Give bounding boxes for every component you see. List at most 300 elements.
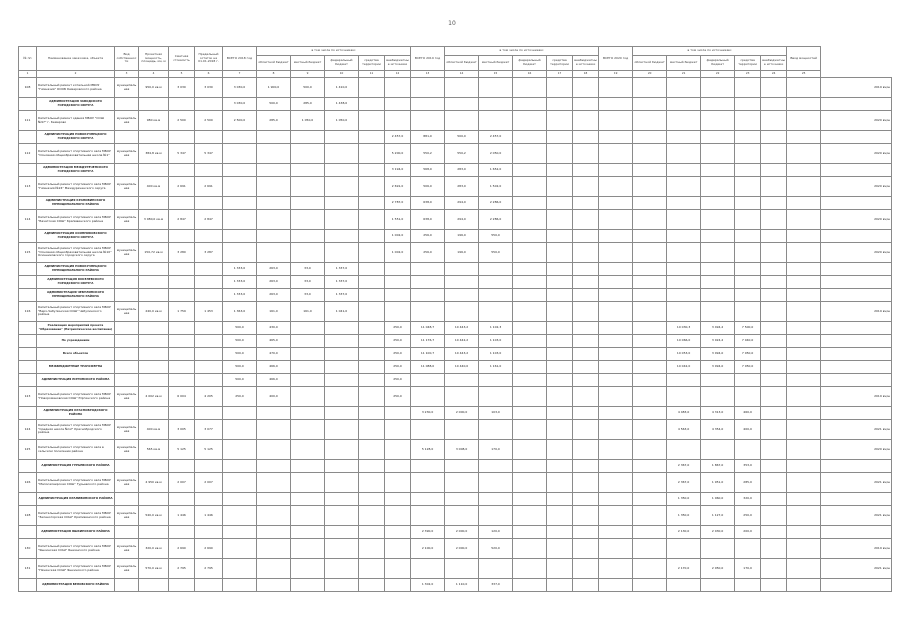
amount-cell [291,335,325,348]
amount-cell [573,387,599,407]
remaining-cell [195,579,223,592]
amount-cell [547,302,573,322]
remaining-cell: 3 077 [195,420,223,440]
amount-cell [445,302,479,322]
amount-cell [599,335,633,348]
group-name: АДМИНИСТРАЦИЯ КРАПИВИНСКОГО МУНИЦИПАЛЬНОГО РАЙОНА [37,197,115,210]
row-number: 125 [19,440,37,460]
amount-cell: 250,0 [385,348,411,361]
amount-cell [257,420,291,440]
column-number: 15 [479,71,513,78]
amount-cell [667,164,701,177]
amount-cell [359,144,385,164]
object-name: Капитальный ремонт спортивного зала МБОУ "Пачинская СОШ" Яшкинского района [37,559,115,579]
amount-cell [513,78,547,98]
object-name: Капитальный ремонт спортивного зала МБОУ "Бачатская СОШ" Крапивинского района [37,210,115,230]
amount-cell [667,289,701,302]
amount-cell [359,131,385,144]
amount-cell [787,374,821,387]
amount-cell [257,473,291,493]
deadline-cell: 2021 вч/ш [821,473,892,493]
column-number: 2 [37,71,115,78]
deadline-cell [821,460,892,473]
estimate-cost-cell [169,407,195,420]
amount-cell [257,526,291,539]
amount-cell [599,164,633,177]
header-src-territory: средства территории [547,56,573,71]
amount-cell: 1 337,0 [325,263,359,276]
amount-cell [667,197,701,210]
amount-cell: 1 333,0 [223,276,257,289]
amount-cell [701,144,735,164]
amount-cell [325,526,359,539]
ownership-cell [115,361,139,374]
amount-cell: 1 363,0 [223,302,257,322]
capacity-cell [139,230,169,243]
amount-cell [291,506,325,526]
row-number [19,289,37,302]
amount-cell [411,289,445,302]
amount-cell: 256,0 [411,230,445,243]
amount-cell [667,539,701,559]
header-total-2018: ВСЕГО 2018 год [223,47,257,71]
header-total-2019: ВСЕГО 2019 год [411,47,445,71]
object-name: Капитальный ремонт спортивного зала МБОУ "Яшкинская СОШ" Яшкинского района [37,539,115,559]
amount-cell [633,348,667,361]
capacity-cell: 565 кв.м [139,440,169,460]
ownership-cell [115,98,139,111]
amount-cell [513,506,547,526]
amount-cell [633,539,667,559]
amount-cell: 500,0 [223,335,257,348]
amount-cell [513,387,547,407]
remaining-cell [195,98,223,111]
amount-cell [325,230,359,243]
amount-cell [547,144,573,164]
column-number-row [19,71,892,78]
capacity-cell [139,98,169,111]
column-number: 19 [599,71,633,78]
amount-cell [735,177,761,197]
amount-cell: 500,0 [223,361,257,374]
amount-cell [633,526,667,539]
amount-cell: 120,0 [479,526,513,539]
amount-cell: 1 350,0 [667,506,701,526]
amount-cell [761,579,787,592]
amount-cell [633,98,667,111]
amount-cell [667,210,701,230]
amount-cell [573,539,599,559]
column-number: 18 [573,71,599,78]
remaining-cell: 1 453 [195,302,223,322]
ownership-cell: муниципальная [115,302,139,322]
amount-cell: 2 367,0 [667,460,701,473]
header-ownership: Вид собственности [115,47,139,71]
amount-cell [633,276,667,289]
amount-cell [787,164,821,177]
estimate-cost-cell [169,131,195,144]
amount-cell [599,144,633,164]
column-number: 24 [761,71,787,78]
amount-cell [735,302,761,322]
amount-cell [513,473,547,493]
amount-cell: 550,2 [445,144,479,164]
row-number: 128 [19,506,37,526]
amount-cell [787,420,821,440]
amount-cell [479,460,513,473]
amount-cell [547,387,573,407]
amount-cell: 3 008,0 [445,440,479,460]
amount-cell [573,197,599,210]
amount-cell [385,98,411,111]
amount-cell: 1 041,0 [325,302,359,322]
capacity-cell: 570,0 кв.м [139,559,169,579]
amount-cell [633,579,667,592]
amount-cell [223,177,257,197]
estimate-cost-cell [169,230,195,243]
deadline-cell [821,276,892,289]
row-number [19,335,37,348]
estimate-cost-cell: 1 446 [169,506,195,526]
amount-cell [513,111,547,131]
deadline-cell [821,289,892,302]
ownership-cell [115,276,139,289]
column-number: 12 [385,71,411,78]
amount-cell [291,420,325,440]
amount-cell: 250,0 [385,322,411,335]
amount-cell: 1 350,0 [667,493,701,506]
amount-cell: 506,0 [411,177,445,197]
table-row [19,506,892,526]
amount-cell: 263,0 [257,289,291,302]
group-name: АДМИНИСТРАЦИЯ ЗАВОДСКОГО ГОРОДСКОГО ОКРУГА [37,98,115,111]
amount-cell [599,210,633,230]
amount-cell [761,111,787,131]
amount-cell [547,164,573,177]
amount-cell [257,559,291,579]
amount-cell: 400,0 [257,387,291,407]
table-row [19,177,892,197]
group-name: АДМИНИСТРАЦИЯ КРАПИВИНСКОГО РАЙОНА [37,493,115,506]
amount-cell [547,98,573,111]
capacity-cell: 540,0 кв.м [139,506,169,526]
amount-cell [633,263,667,276]
amount-cell [547,177,573,197]
estimate-cost-cell: 2 500 [169,111,195,131]
amount-cell: 2 100,0 [411,539,445,559]
column-number: 5 [169,71,195,78]
group-header-row [19,289,892,302]
amount-cell [667,78,701,98]
amount-cell: 2 367,0 [667,473,701,493]
amount-cell [359,506,385,526]
amount-cell [479,263,513,276]
deadline-cell [821,493,892,506]
amount-cell [257,144,291,164]
estimate-cost-cell [169,374,195,387]
row-number: 126 [19,473,37,493]
amount-cell: 1 502,0 [479,177,513,197]
estimate-cost-cell: 1 759 [169,302,195,322]
table-body [19,78,892,592]
amount-cell [479,473,513,493]
amount-cell [291,361,325,374]
capacity-cell [139,348,169,361]
amount-cell [701,98,735,111]
amount-cell: 1 002,0 [385,243,411,263]
amount-cell: 1 652,0 [479,164,513,177]
amount-cell [701,131,735,144]
amount-cell [633,230,667,243]
header-src-offbudget: внебюджетные источники [573,56,599,71]
table-row [19,559,892,579]
amount-cell [761,348,787,361]
amount-cell [359,473,385,493]
amount-cell [513,374,547,387]
deadline-cell: 2020 вч/ш [821,210,892,230]
group-name: АДМИНИСТРАЦИЯ НОВОКУЗНЕЦКОГО ГОРОДСКОГО ОКРУГА [37,131,115,144]
group-header-row [19,131,892,144]
amount-cell [291,526,325,539]
amount-cell: 500,0 [223,322,257,335]
capacity-cell: 3 080,0 кв.м [139,210,169,230]
group-name: АДМИНИСТРАЦИЯ КРАСНОБРОДСКОГО РАЙОНА [37,407,115,420]
amount-cell [411,387,445,407]
amount-cell: 196,0 [445,230,479,243]
capacity-cell [139,276,169,289]
estimate-cost-cell [169,263,195,276]
amount-cell [761,420,787,440]
header-src-regional: областной бюджет [633,56,667,71]
amount-cell [633,374,667,387]
amount-cell: 10 440,0 [445,361,479,374]
amount-cell: 400,0 [735,420,761,440]
remaining-cell [195,460,223,473]
deadline-cell [821,335,892,348]
amount-cell [547,210,573,230]
amount-cell [599,506,633,526]
amount-cell: 170,0 [735,559,761,579]
amount-cell [761,197,787,210]
amount-cell [513,177,547,197]
amount-cell: 1 103,0 [479,335,513,348]
amount-cell [411,263,445,276]
amount-cell: 256,0 [411,243,445,263]
amount-cell [479,559,513,579]
amount-cell [787,335,821,348]
amount-cell [761,440,787,460]
amount-cell [701,210,735,230]
estimate-cost-cell: 3 280 [169,243,195,263]
amount-cell [411,302,445,322]
remaining-cell [195,289,223,302]
amount-cell [359,177,385,197]
amount-cell: 33,0 [291,263,325,276]
estimate-cost-cell: 3 005 [169,420,195,440]
amount-cell [735,387,761,407]
amount-cell: 7 050,0 [735,348,761,361]
amount-cell: 550,2 [411,144,445,164]
header-deadline: Ввод мощностей [787,47,821,71]
amount-cell [787,539,821,559]
amount-cell [633,440,667,460]
amount-cell [385,440,411,460]
amount-cell: 285,0 [291,98,325,111]
amount-cell: 3 024,2 [701,335,735,348]
amount-cell: 1 410,0 [325,78,359,98]
deadline-cell: 2020 вч/ш [821,177,892,197]
capacity-cell [139,131,169,144]
amount-cell [359,493,385,506]
amount-cell [257,460,291,473]
amount-cell [599,348,633,361]
amount-cell [547,460,573,473]
capacity-cell: 400 кв.м [139,420,169,440]
amount-cell [411,493,445,506]
group-header-row [19,407,892,420]
amount-cell [599,289,633,302]
amount-cell [667,243,701,263]
amount-cell [633,387,667,407]
estimate-cost-cell [169,493,195,506]
estimate-cost-cell: 2 847 [169,210,195,230]
deadline-cell [821,361,892,374]
capacity-cell: 320,0 кв.м [139,539,169,559]
amount-cell [385,407,411,420]
deadline-cell [821,98,892,111]
deadline-cell [821,131,892,144]
amount-cell [761,164,787,177]
amount-cell [761,78,787,98]
amount-cell [761,526,787,539]
column-number: 3 [115,71,139,78]
amount-cell [257,243,291,263]
amount-cell: 1 337,0 [325,289,359,302]
amount-cell [547,78,573,98]
amount-cell [667,579,701,592]
amount-cell [291,374,325,387]
amount-cell: 550,0 [479,230,513,243]
deadline-cell: 2020 вч/ш [821,440,892,460]
amount-cell [359,78,385,98]
amount-cell [547,289,573,302]
amount-cell: 881,0 [411,131,445,144]
amount-cell [761,144,787,164]
ownership-cell [115,131,139,144]
amount-cell [325,460,359,473]
capacity-cell [139,263,169,276]
amount-cell [573,131,599,144]
amount-cell [761,230,787,243]
amount-cell: 500,0 [257,98,291,111]
amount-cell [411,98,445,111]
amount-cell [787,197,821,210]
deadline-cell [821,526,892,539]
amount-cell [599,78,633,98]
amount-cell [599,111,633,131]
amount-cell: 10 443,2 [445,348,479,361]
amount-cell [257,407,291,420]
amount-cell [633,420,667,440]
amount-cell [513,243,547,263]
amount-cell [787,526,821,539]
amount-cell: 161,0 [257,302,291,322]
header-estimate-cost: Сметная стоимость [169,47,195,71]
budget-table-sheet [18,46,892,636]
group-header-row [19,263,892,276]
amount-cell [359,197,385,210]
group-header-row [19,460,892,473]
amount-cell [445,506,479,526]
amount-cell [701,111,735,131]
deadline-cell: 2019 вч/ш [821,539,892,559]
remaining-cell [195,197,223,210]
ownership-cell [115,230,139,243]
amount-cell: 10 053,0 [667,348,701,361]
object-name: Капитальный ремонт котельной МБОУ "Гимназия" ОООБ Кемеровского района [37,78,115,98]
ownership-cell: муниципальная [115,144,139,164]
amount-cell: 7 040,0 [735,335,761,348]
row-number: 131 [19,559,37,579]
remaining-cell [195,263,223,276]
amount-cell [701,243,735,263]
amount-cell: 320,0 [735,493,761,506]
amount-cell: 550,0 [479,243,513,263]
remaining-cell: 2 847 [195,210,223,230]
amount-cell [599,98,633,111]
amount-cell: 1 102,3 [479,322,513,335]
object-name: Капитальный ремонт спортивного зала МБОУ "Основная общеобразовательная школа №10" Осинниковского городского округа [37,243,115,263]
amount-cell [513,335,547,348]
amount-cell [547,243,573,263]
amount-cell: 33,0 [291,289,325,302]
amount-cell [385,111,411,131]
row-number: 115 [19,243,37,263]
header-name: Наименование заказчика, объекта [37,47,115,71]
amount-cell [547,473,573,493]
capacity-cell: 4 950 кв.м [139,473,169,493]
amount-cell [735,98,761,111]
amount-cell [573,348,599,361]
amount-cell [573,374,599,387]
amount-cell [633,289,667,302]
amount-cell [479,276,513,289]
amount-cell [599,302,633,322]
amount-cell [359,348,385,361]
amount-cell [735,164,761,177]
amount-cell [359,420,385,440]
amount-cell [359,579,385,592]
amount-cell [291,440,325,460]
amount-cell [445,78,479,98]
estimate-cost-cell [169,98,195,111]
amount-cell [479,506,513,526]
amount-cell [385,539,411,559]
amount-cell [257,493,291,506]
amount-cell [291,322,325,335]
ownership-cell [115,164,139,177]
column-number: 14 [445,71,479,78]
amount-cell [325,493,359,506]
amount-cell: 500,0 [223,348,257,361]
column-number: 10 [325,71,359,78]
amount-cell [385,506,411,526]
amount-cell [291,210,325,230]
amount-cell [667,440,701,460]
amount-cell [385,289,411,302]
amount-cell [573,460,599,473]
object-name: Капитальный ремонт спортивного зала МБОУ "Малосалаирская СОШ" Гурьевского района [37,473,115,493]
